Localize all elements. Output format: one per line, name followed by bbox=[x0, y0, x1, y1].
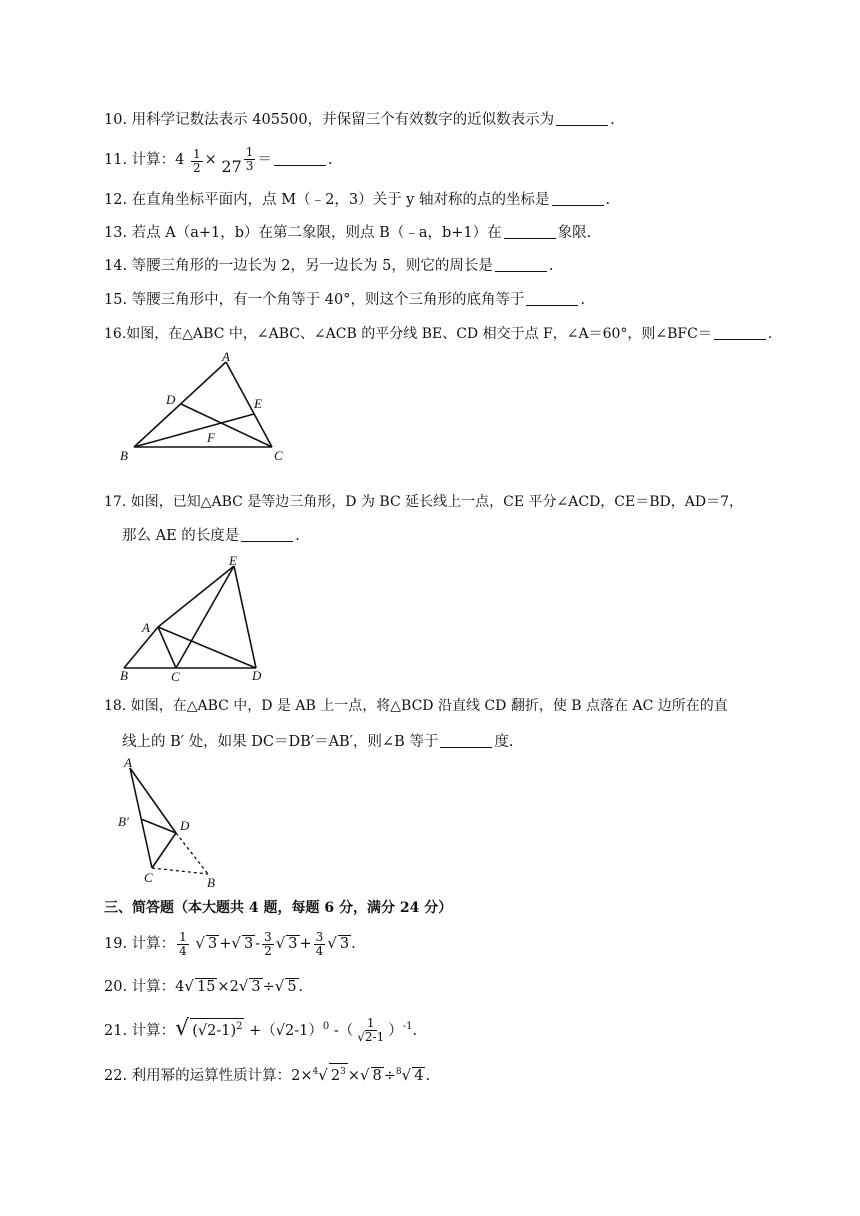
question-14: 14. 等腰三角形的一边长为 2，另一边长为 5，则它的周长是 . bbox=[104, 258, 554, 274]
question-17 bbox=[104, 492, 743, 512]
question-text: 如图，已知△ABC 是等边三角形，D 为 BC 延长线上一点，CE 平分∠ACD，CE＝BD，AD＝7， bbox=[130, 494, 743, 510]
vertex-label-a: A bbox=[222, 352, 230, 364]
vertex-label-c: C bbox=[274, 448, 283, 463]
fraction: $\frac{1}{√2-1}$ bbox=[357, 1016, 385, 1045]
vertex-label-b: B bbox=[120, 668, 128, 682]
question-text: 若点 A（a+1，b）在第二象限，则点 B（﹣a，b+1）在 bbox=[131, 225, 502, 241]
question-number: 10. bbox=[104, 112, 128, 128]
question-text: 如图，在△ABC 中，D 是 AB 上一点，将△BCD 沿直线 CD 翻折，使 B 点落在 AC 边所在的直 bbox=[130, 698, 728, 714]
question-number: 13. bbox=[104, 225, 128, 241]
question-20: 20. 计算：4√ 15 ×2√ 3 ÷√ 5 . bbox=[104, 977, 304, 995]
question-text: 等腰三角形的一边长为 2，另一边长为 5，则它的周长是 bbox=[131, 258, 493, 274]
figure-18-fold bbox=[112, 756, 232, 888]
question-12: 12. 在直角坐标平面内，点 M（﹣2，3）关于 y 轴对称的点的坐标是 . bbox=[104, 192, 611, 208]
question-16: 16.如图，在△ABC 中，∠ABC、∠ACB 的平分线 BE、CD 相交于点 F，∠A＝60°，则∠BFC＝ . bbox=[104, 326, 773, 342]
fraction: $\frac{3}{2}$ bbox=[264, 929, 272, 958]
answer-blank[interactable] bbox=[440, 733, 492, 748]
question-11: 11. 计算：4 $\frac{1}{2}$ × 27 $\frac{1}{3}$ ＝ . bbox=[104, 145, 333, 176]
fraction: $\frac{1}{2}$ bbox=[193, 147, 201, 175]
question-21: 21. 计算：√ $(√2-1)^2 +(√2-1)^0$ -（ $\frac{1}{√2-1}$ ）$^{-1}$. bbox=[104, 1015, 418, 1045]
answer-blank[interactable] bbox=[714, 325, 766, 340]
fraction: $\frac{1}{3}$ bbox=[245, 145, 254, 173]
vertex-label-b-prime: B′ bbox=[118, 814, 129, 829]
vertex-label-c: C bbox=[144, 870, 153, 885]
question-text: 那么 AE 的长度是 bbox=[122, 528, 240, 544]
vertex-label-b: B bbox=[120, 448, 128, 463]
question-text: 用科学记数法表示 405500，并保留三个有效数字的近似数表示为 bbox=[131, 112, 555, 128]
vertex-label-a: A bbox=[142, 620, 150, 635]
question-number: 15. bbox=[104, 292, 128, 308]
answer-blank[interactable] bbox=[556, 111, 608, 126]
question-15: 15. 等腰三角形中，有一个角等于 40°，则这个三角形的底角等于 . bbox=[104, 292, 586, 308]
question-text: 如图，在△ABC 中，∠ABC、∠ACB 的平分线 BE、CD 相交于点 F，∠A＝60°，则∠BFC＝ bbox=[126, 326, 712, 342]
question-number: 20. bbox=[104, 979, 128, 995]
vertex-label-e: E bbox=[254, 396, 262, 411]
question-10: 10. 用科学记数法表示 405500，并保留三个有效数字的近似数表示为 . bbox=[104, 112, 615, 128]
question-number: 11. bbox=[104, 152, 128, 168]
vertex-label-c: C bbox=[171, 669, 180, 682]
question-text: 等腰三角形中，有一个角等于 40°，则这个三角形的底角等于 bbox=[131, 292, 525, 308]
question-number: 22. bbox=[104, 1067, 128, 1084]
question-22: 22. 利用幂的运算性质计算：2×$^4$√ $2^3$ ×√ 8 ÷$^8$√ 4 . bbox=[104, 1060, 430, 1088]
answer-blank[interactable] bbox=[274, 151, 326, 166]
vertex-label-d: D bbox=[252, 668, 262, 682]
vertex-label-f: F bbox=[207, 430, 215, 445]
fraction: $\frac{3}{4}$ bbox=[315, 929, 324, 958]
answer-blank[interactable] bbox=[552, 191, 604, 206]
answer-blank[interactable] bbox=[495, 257, 547, 272]
vertex-label-d: D bbox=[180, 818, 190, 833]
vertex-label-b: B bbox=[207, 875, 215, 888]
question-18 bbox=[104, 696, 728, 716]
figure-17-triangle bbox=[114, 552, 274, 682]
question-number: 21. bbox=[104, 1022, 128, 1039]
section-heading: 三、简答题（本大题共 4 题，每题 6 分，满分 24 分） bbox=[104, 900, 453, 916]
answer-blank[interactable] bbox=[526, 291, 578, 306]
vertex-label-d: D bbox=[166, 392, 176, 407]
fraction: $\frac{1}{4}$ bbox=[179, 929, 187, 958]
vertex-label-e: E bbox=[229, 553, 237, 568]
question-text: 线上的 B′ 处，如果 DC＝DB′＝AB′，则∠B 等于 bbox=[122, 734, 439, 750]
question-17-cont: 那么 AE 的长度是 . bbox=[122, 528, 300, 544]
question-19: 19. 计算： $\frac{1}{4}$ √ 3 +√ 3 - $\frac{3}{2}$ √ 3 + $\frac{3}{4}$ √ 3 . bbox=[104, 929, 356, 958]
vertex-label-a: A bbox=[124, 756, 132, 770]
answer-blank[interactable] bbox=[241, 527, 293, 542]
question-text: 在直角坐标平面内，点 M（﹣2，3）关于 y 轴对称的点的坐标是 bbox=[131, 192, 550, 208]
question-18-cont: 线上的 B′ 处，如果 DC＝DB′＝AB′，则∠B 等于 度. bbox=[122, 734, 514, 750]
answer-blank[interactable] bbox=[504, 224, 556, 239]
question-number: 18. bbox=[104, 698, 127, 714]
question-number: 12. bbox=[104, 192, 128, 208]
question-13: 13. 若点 A（a+1，b）在第二象限，则点 B（﹣a，b+1）在 象限. bbox=[104, 225, 592, 241]
question-number: 19. bbox=[104, 936, 128, 952]
question-number: 14. bbox=[104, 258, 128, 274]
figure-16-triangle bbox=[114, 352, 294, 464]
question-number: 16. bbox=[104, 326, 127, 342]
question-number: 17. bbox=[104, 494, 127, 510]
